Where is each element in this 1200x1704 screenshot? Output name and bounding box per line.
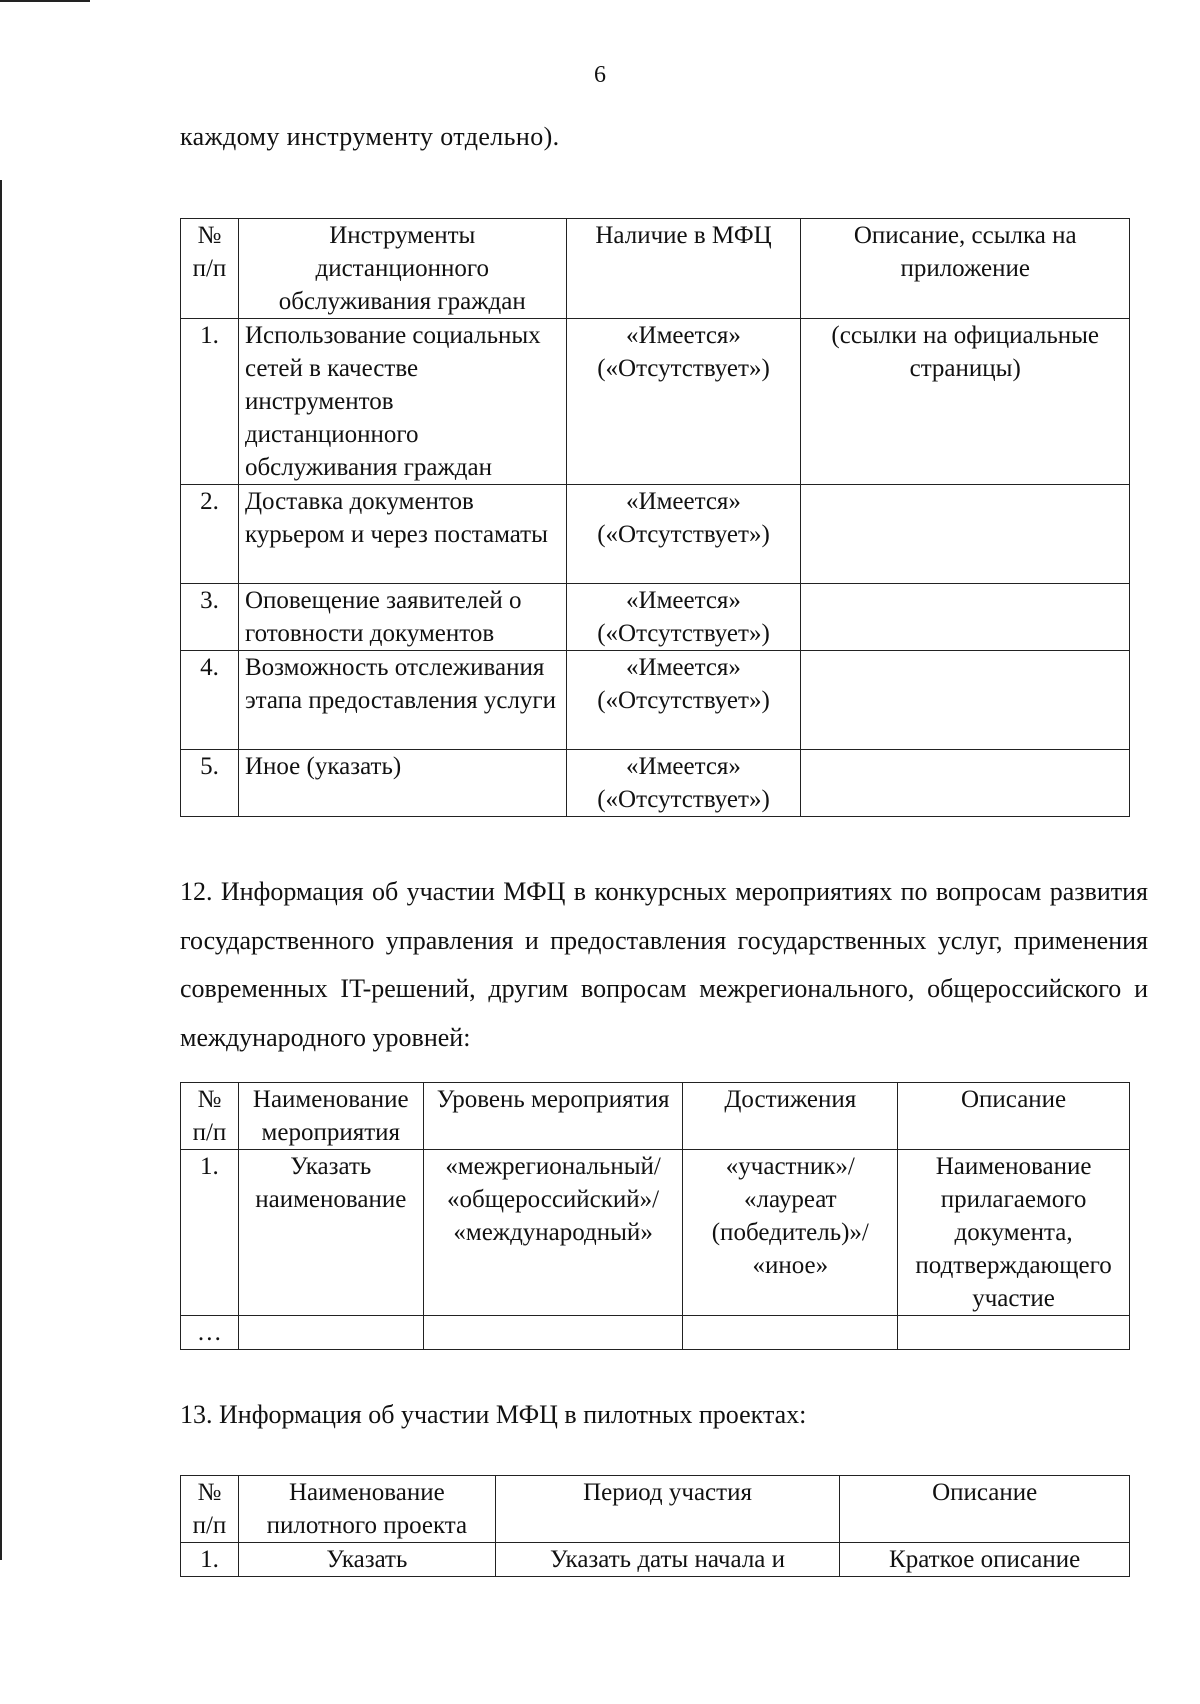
header-description: Описание, ссылка на приложение <box>801 219 1130 319</box>
table-row <box>181 1150 1130 1316</box>
scan-edge-line <box>0 180 2 1560</box>
row-num: … <box>181 1316 239 1350</box>
header-description: Описание <box>840 1476 1130 1543</box>
row-tool: Возможность отслеживания этапа предоставления услуги <box>238 651 566 750</box>
table-row <box>181 651 1130 750</box>
row-availability: «Имеется» («Отсутствует») <box>566 584 801 651</box>
row-tool: Использование социальных сетей в качестве инструментов дистанционного обслуживания граждан <box>238 319 566 485</box>
header-num: № п/п <box>181 219 239 319</box>
remote-tools-table <box>180 218 1130 817</box>
row-achievement <box>683 1316 898 1350</box>
header-num: № п/п <box>181 1476 239 1543</box>
row-num: 1. <box>181 319 239 485</box>
row-description <box>801 750 1130 817</box>
row-availability: «Имеется» («Отсутствует») <box>566 750 801 817</box>
row-description: Наименование прилагаемого документа, подтверждающего участие <box>898 1150 1130 1316</box>
lead-text: каждому инструменту отдельно). <box>180 122 560 151</box>
row-event-level: «межрегиональный/ «общероссийский»/ «международный» <box>423 1150 683 1316</box>
scan-edge-mark <box>0 0 90 2</box>
header-tools: Инструменты дистанционного обслуживания граждан <box>238 219 566 319</box>
row-description <box>801 584 1130 651</box>
row-event-name <box>238 1316 423 1350</box>
page-number: 6 <box>594 62 606 88</box>
header-period: Период участия <box>495 1476 840 1543</box>
row-tool: Доставка документов курьером и через постаматы <box>238 485 566 584</box>
section-12-text: 12. Информация об участии МФЦ в конкурсных мероприятиях по вопросам развития государственного управления и предоставления государственных услуг, применения современных IT-решений, другим вопросам межрегионального, общероссийского и международного уровней: <box>180 877 1148 1052</box>
row-availability: «Имеется» («Отсутствует») <box>566 319 801 485</box>
table-row <box>181 750 1130 817</box>
header-project-name: Наименование пилотного проекта <box>238 1476 495 1543</box>
row-description <box>801 485 1130 584</box>
header-event-level: Уровень мероприятия <box>423 1083 683 1150</box>
row-tool: Оповещение заявителей о готовности документов <box>238 584 566 651</box>
row-num: 1. <box>181 1543 239 1577</box>
row-event-name: Указать наименование <box>238 1150 423 1316</box>
table-row <box>181 485 1130 584</box>
row-availability: «Имеется» («Отсутствует») <box>566 651 801 750</box>
row-num: 5. <box>181 750 239 817</box>
table-header-row <box>181 1083 1130 1150</box>
table-row <box>181 1316 1130 1350</box>
table-row <box>181 584 1130 651</box>
row-num: 1. <box>181 1150 239 1316</box>
row-description: Краткое описание <box>840 1543 1130 1577</box>
row-num: 3. <box>181 584 239 651</box>
table-header-row <box>181 219 1130 319</box>
header-num: № п/п <box>181 1083 239 1150</box>
row-achievement: «участник»/ «лауреат (победитель)»/ «иное» <box>683 1150 898 1316</box>
header-availability: Наличие в МФЦ <box>566 219 801 319</box>
contests-table <box>180 1082 1130 1350</box>
header-description: Описание <box>898 1083 1130 1150</box>
row-num: 4. <box>181 651 239 750</box>
pilot-projects-table <box>180 1475 1130 1577</box>
row-description <box>898 1316 1130 1350</box>
row-period: Указать даты начала и <box>495 1543 840 1577</box>
section-13-text: 13. Информация об участии МФЦ в пилотных проектах: <box>180 1400 807 1429</box>
table-header-row <box>181 1476 1130 1543</box>
header-event-name: Наименование мероприятия <box>238 1083 423 1150</box>
table-row <box>181 319 1130 485</box>
row-num: 2. <box>181 485 239 584</box>
row-description: (ссылки на официальные страницы) <box>801 319 1130 485</box>
row-event-level <box>423 1316 683 1350</box>
row-project-name: Указать <box>238 1543 495 1577</box>
row-tool: Иное (указать) <box>238 750 566 817</box>
table-row <box>181 1543 1130 1577</box>
row-description <box>801 651 1130 750</box>
row-availability: «Имеется» («Отсутствует») <box>566 485 801 584</box>
header-achievements: Достижения <box>683 1083 898 1150</box>
